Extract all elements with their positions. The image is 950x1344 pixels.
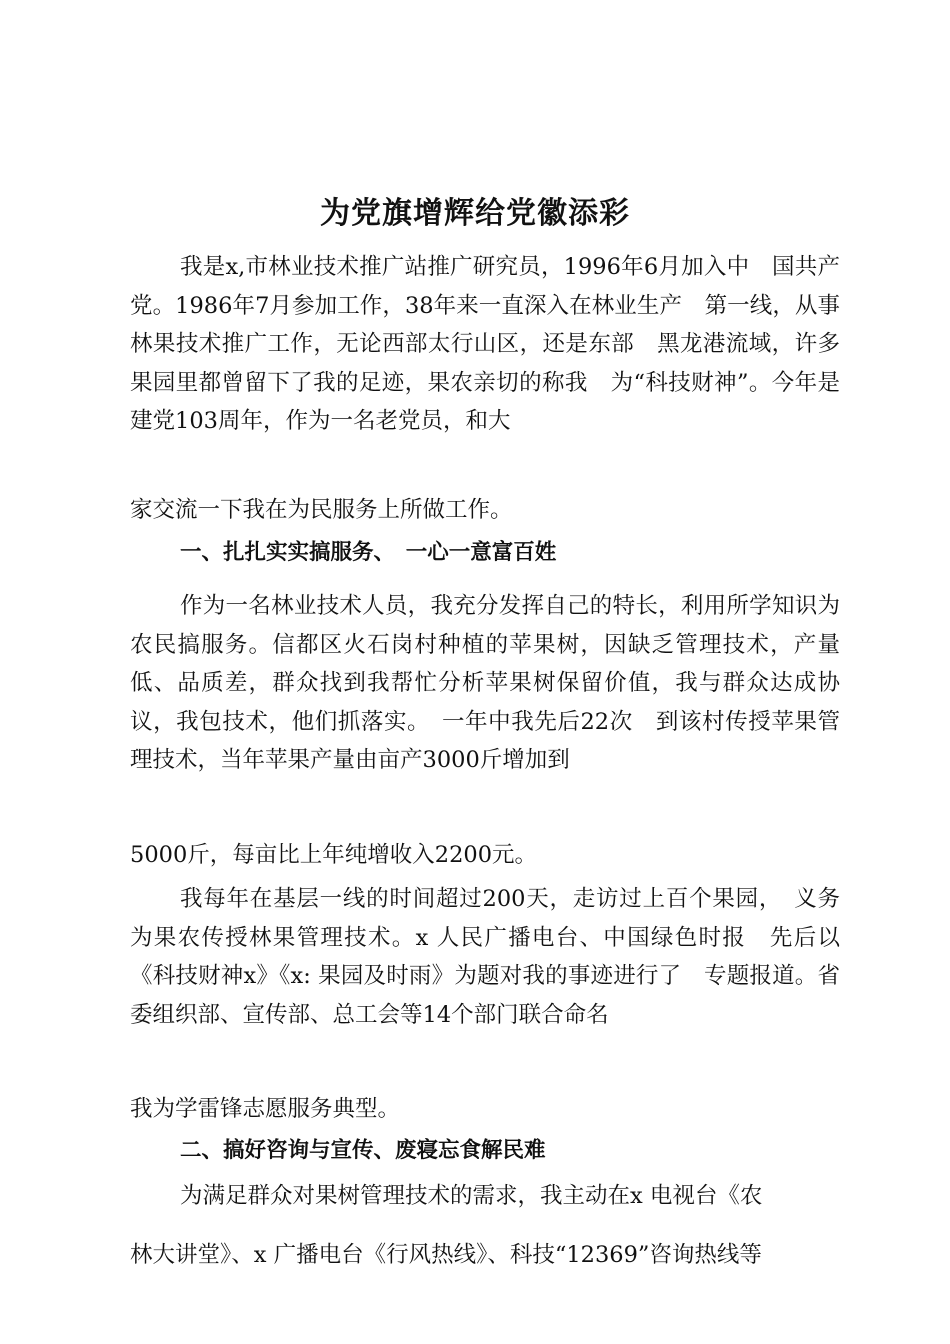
paragraph-section1-a: 作为一名林业技术人员，我充分发挥自己的特长，利用所学知识为农民搞服务。信都区火石岗村种植的苹果树，因缺乏管理技术，产量低、品质差，群众找到我帮忙分析苹果树保留价值，我与群众达成协议，我包技术，他们抓落实。 一年中我先后22次 到该村传授苹果管理技术，当年苹果产量由亩产3000斤增加到 xyxy=(130,593,840,773)
section-heading-1: 一、扎扎实实搞服务、 一心一意富百姓 xyxy=(180,540,557,565)
paragraph-intro: 我是x,市林业技术推广站推广研究员，1996年6月加入中 国共产党。1986年7月参加工作，38年来一直深入在林业生产 第一线，从事林果技术推广工作，无论西部太行山区，还是东部 黑龙港流域，许多果园里都曾留下了我的足迹，果农亲切的称我 为“科技财神”。今年是建党103周年，作为一名老党员，和大 xyxy=(130,254,840,434)
section-heading-2: 二、搞好咨询与宣传、废寝忘食解民难 xyxy=(180,1138,546,1163)
paragraph-section1-b: 我每年在基层一线的时间超过200天，走访过上百个果园， 义务为果农传授林果管理技术。x 人民广播电台、中国绿色时报 先后以《科技财神x》《x: 果园及时雨》为题对我的事迹进行了 专题报道。省委组织部、宣传部、总工会等14个部门联合命名 xyxy=(130,886,840,1028)
document-title: 为党旗增辉给党徽添彩 xyxy=(320,196,630,231)
paragraph-section1-b-continued: 我为学雷锋志愿服务典型。 xyxy=(130,1096,401,1122)
paragraph-section2-a: 为满足群众对果树管理技术的需求，我主动在x 电视台《农 xyxy=(180,1183,763,1209)
paragraph-section2-a-continued: 林大讲堂》、x 广播电台《行风热线》、科技“12369”咨询热线等 xyxy=(130,1242,762,1268)
paragraph-intro-continued: 家交流一下我在为民服务上所做工作。 xyxy=(130,497,513,523)
paragraph-section1-a-continued: 5000斤，每亩比上年纯增收入2200元。 xyxy=(130,842,538,868)
